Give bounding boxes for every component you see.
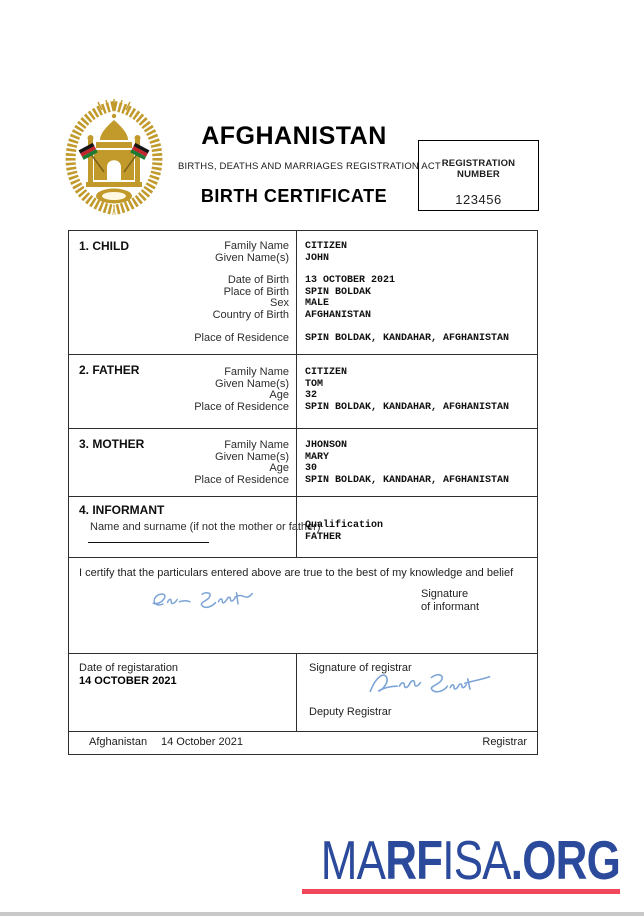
field-value: MARY <box>305 451 330 463</box>
marfisa-org-wordmark <box>320 829 620 891</box>
afghanistan-emblem-icon <box>58 96 170 218</box>
signature-of-informant-label <box>421 588 479 614</box>
field-value: SPIN BOLDAK <box>305 286 372 298</box>
document-title: BIRTH CERTIFICATE <box>200 186 388 206</box>
logo-part-ma: MA <box>320 829 386 891</box>
footer-country: Afghanistan <box>89 736 148 748</box>
field-label: Family Name <box>224 439 289 451</box>
field-label: Given Name(s) <box>215 251 289 264</box>
informant-left-cell <box>69 497 321 557</box>
spacer <box>305 322 537 333</box>
father-values-cell <box>297 355 537 428</box>
father-labels-cell <box>69 355 297 428</box>
informant-qualification <box>297 497 537 543</box>
mother-field-values <box>297 429 537 486</box>
field-label: Given Name(s) <box>215 450 289 463</box>
marfisa-org-logo <box>246 829 620 894</box>
field-label: Place of Residence <box>194 400 289 413</box>
informant-section-title: 4. INFORMANT <box>79 503 165 517</box>
header-title-block <box>178 122 441 207</box>
qualification-label: Qualification <box>305 520 384 531</box>
field-value: SPIN BOLDAK, KANDAHAR, AFGHANISTAN <box>305 401 510 413</box>
qualification-value: FATHER <box>305 531 342 543</box>
registration-date-value: 14 OCTOBER 2021 <box>79 675 177 687</box>
registration-number-value: 123456 <box>455 192 502 207</box>
field-label: Family Name <box>224 366 289 378</box>
field-value: CITIZEN <box>305 241 348 252</box>
field-value: MALE <box>305 298 330 310</box>
page-bottom-edge <box>0 912 644 916</box>
footer-date: 14 October 2021 <box>161 736 243 748</box>
mother-section-title: 3. MOTHER <box>79 437 145 451</box>
child-values-cell <box>297 231 537 354</box>
field-value: AFGHANISTAN <box>305 309 372 321</box>
field-value: TOM <box>305 378 324 390</box>
mother-values-cell <box>297 429 537 496</box>
informant-right-cell <box>297 497 537 557</box>
field-label: Place of Birth <box>223 285 289 298</box>
father-section-title: 2. FATHER <box>79 363 140 377</box>
spacer <box>69 322 289 333</box>
act-subtitle: BIRTHS, DEATHS AND MARRIAGES REGISTRATION ACT <box>178 161 441 172</box>
registration-date-label: Date of registaration <box>79 662 179 674</box>
registrar-signature-cell <box>297 654 537 731</box>
field-label: Date of Birth <box>227 274 289 287</box>
registration-date-cell <box>69 654 297 731</box>
certificate-table <box>68 230 538 755</box>
field-value: SPIN BOLDAK, KANDAHAR, AFGHANISTAN <box>305 332 510 344</box>
field-value: 32 <box>305 390 318 402</box>
field-label: Sex <box>270 297 289 310</box>
section-certification <box>69 558 537 654</box>
field-value: SPIN BOLDAK, KANDAHAR, AFGHANISTAN <box>305 474 510 486</box>
section-informant <box>69 497 537 558</box>
field-value: CITIZEN <box>305 367 348 378</box>
informant-signature <box>145 585 265 617</box>
registration-number-label: REGISTRATION NUMBER <box>441 158 516 180</box>
certification-statement: I certify that the particulars entered above are true to the best of my knowledge and belief <box>79 567 514 579</box>
signature-label-line1: Signature <box>421 588 469 600</box>
footer-registrar-label: Registrar <box>482 736 527 748</box>
field-label: Country of Birth <box>212 308 289 321</box>
field-value: 30 <box>305 463 318 475</box>
informant-name-blank-line <box>88 542 209 543</box>
logo-part-isa: ISA <box>442 829 511 891</box>
field-label: Place of Residence <box>194 331 289 344</box>
logo-part-rf: RF <box>385 829 443 891</box>
field-value: 13 OCTOBER 2021 <box>305 275 396 287</box>
section-mother <box>69 429 537 497</box>
field-label: Age <box>269 462 289 475</box>
registration-number-box <box>418 140 539 211</box>
section-registration <box>69 654 537 732</box>
section-father <box>69 355 537 429</box>
logo-part-org: .ORG <box>510 829 620 891</box>
country-title: AFGHANISTAN <box>201 122 387 150</box>
signature-label-line2: of informant <box>421 601 480 613</box>
registrar-title: Deputy Registrar <box>309 706 392 718</box>
field-label: Age <box>269 389 289 402</box>
child-field-values <box>297 231 537 344</box>
spacer <box>305 264 537 275</box>
section-child <box>69 231 537 355</box>
field-label: Given Name(s) <box>215 377 289 390</box>
field-label: Place of Residence <box>194 473 289 486</box>
registrar-signature <box>361 668 493 704</box>
informant-name-label: Name and surname (if not the mother or father) <box>90 521 321 533</box>
mother-labels-cell <box>69 429 297 496</box>
field-value: JHONSON <box>305 440 348 451</box>
footer-strip <box>69 732 537 754</box>
father-field-values <box>297 355 537 413</box>
registrar-signature-label: Signature of registrar <box>309 662 412 674</box>
child-section-title: 1. CHILD <box>79 239 130 253</box>
field-label: Family Name <box>224 240 289 252</box>
field-value: JOHN <box>305 252 330 264</box>
child-labels-cell <box>69 231 297 354</box>
